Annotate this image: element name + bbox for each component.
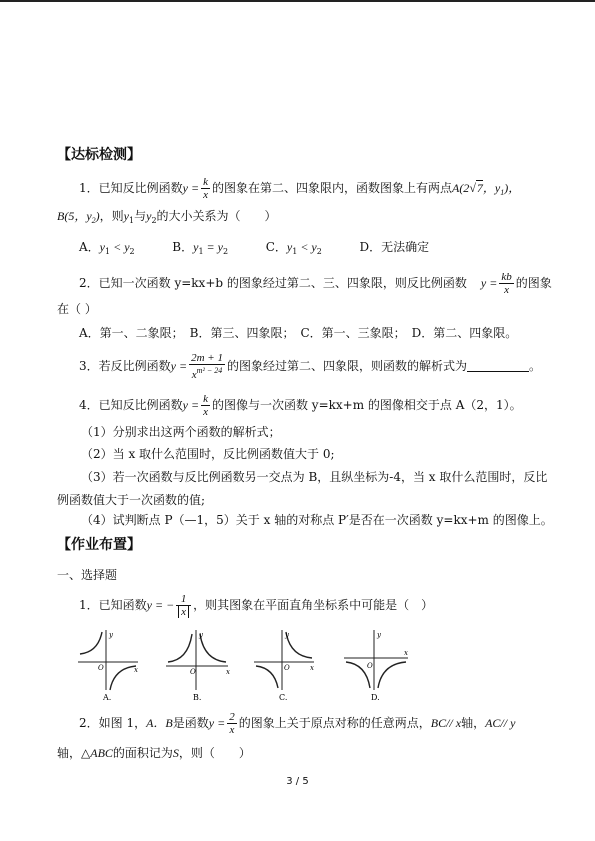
- graph-option-a[interactable]: [76, 628, 146, 702]
- q1-line2-mid: ，则: [99, 209, 124, 223]
- question-2-line-1: [79, 271, 552, 296]
- q1-and: 与: [134, 209, 147, 223]
- q1-fraction: [201, 176, 210, 201]
- q1-pre: 1．已知反比例函数: [79, 181, 183, 195]
- graph-b-plot: [164, 628, 234, 702]
- q1-option-a-sub1: 1: [105, 247, 111, 256]
- q1-point-b-sub: 2: [91, 216, 96, 225]
- q1-point-a-radicand: 7: [476, 181, 483, 195]
- graph-c-plot: [252, 628, 322, 702]
- q1-option-c-letter: C．: [265, 240, 287, 254]
- q3-frac-den-exp: m² − 24: [196, 366, 223, 375]
- q3-frac-den: [189, 365, 225, 381]
- question-1-line-1: [79, 176, 520, 201]
- q1-point-a-close: )，: [504, 181, 521, 195]
- q1-option-b-sub2: 2: [222, 247, 229, 256]
- q1-frac-num: k: [203, 176, 208, 188]
- graph-option-d[interactable]: [342, 628, 412, 702]
- graph-options: [76, 628, 421, 702]
- q1-option-c: [266, 240, 322, 254]
- q3-pre: 3．若反比例函数: [79, 359, 171, 373]
- q1-option-b-rel: = y: [203, 240, 223, 254]
- question-4: [79, 393, 522, 418]
- hw2-fraction: [227, 711, 237, 736]
- question-4-sub-1: （1）分别求出这两个函数的解析式；: [81, 425, 281, 439]
- hw2-mid: 是函数: [172, 716, 209, 730]
- graph-a-x-label: x: [134, 666, 138, 674]
- q1-option-a-y: y: [99, 240, 105, 254]
- q2-line1-b: 的图象: [515, 276, 552, 290]
- hw1-func-lhs: y = −: [146, 598, 175, 612]
- graph-a-label: A.: [103, 693, 112, 702]
- homework-question-2-line-2: [57, 745, 251, 761]
- hw2-axis-word: 轴，: [461, 716, 486, 730]
- graph-c-origin: O: [284, 664, 290, 672]
- q2-frac-num: kb: [501, 271, 512, 283]
- q1-frac-den: x: [203, 189, 208, 201]
- hw2-bc: BC// x: [430, 716, 462, 730]
- question-2-line-2: 在（ ）: [57, 302, 97, 316]
- part-1-title: 一、选择题: [57, 568, 118, 582]
- q2-frac-den: x: [504, 284, 509, 296]
- q2-func-lhs: y =: [480, 276, 498, 290]
- hw2-line2-c: ，则（ ）: [178, 746, 251, 760]
- q1-point-a-post: ，y: [482, 181, 501, 195]
- q2-fraction: [499, 271, 513, 296]
- hw2-frac-den: x: [229, 724, 235, 736]
- q1-point-b-close: ): [95, 209, 100, 223]
- hw1-post: ，则其图象在平面直角坐标系中可能是（ ）: [193, 598, 434, 612]
- q3-frac-den-base: x: [191, 369, 197, 381]
- graph-b-x-label: x: [226, 668, 230, 676]
- top-rule: [0, 0, 595, 2]
- hw2-line2-b: 的面积记为: [112, 746, 173, 760]
- q1-option-c-y: y: [286, 240, 293, 254]
- graph-d-x-label: x: [404, 649, 408, 657]
- section-title-homework: 【作业布置】: [57, 537, 141, 553]
- q1-option-b-letter: B．: [172, 240, 194, 254]
- hw2-ac: AC// y: [485, 716, 516, 730]
- hw2-pre: 2．如图 1，: [79, 716, 147, 730]
- question-4-sub-3a: （3）若一次函数与反比例函数另一交点为 B，且纵坐标为-4，当 x 取什么范围时，反比: [81, 470, 548, 484]
- q1-option-c-sub1: 1: [292, 247, 298, 256]
- q1-line2-end: 的大小关系为（ ）: [156, 209, 277, 223]
- graph-a-origin: O: [98, 664, 104, 672]
- q4-pre: 4．已知反比例函数: [79, 398, 183, 412]
- question-4-sub-3b: 例函数值大于一次函数的值;: [57, 493, 206, 507]
- hw1-pre: 1．已知函数: [79, 598, 147, 612]
- q4-post: 的图像与一次函数 y=kx+m 的图像相交于点 A（2，1）。: [211, 398, 522, 412]
- q1-option-b: [172, 240, 228, 254]
- page-number: 3 / 5: [286, 776, 309, 787]
- q4-frac-num: k: [203, 393, 208, 405]
- graph-d-label: D.: [371, 693, 380, 702]
- question-3: [79, 352, 541, 381]
- q2-line1-a: 2．已知一次函数 y=kx+b 的图象经过第二、三、四象限，则反比例函数: [79, 276, 467, 290]
- hw1-frac-num: 1: [176, 593, 191, 606]
- q1-point-a-pre: A(2: [451, 181, 470, 195]
- q4-frac-den: x: [203, 406, 208, 418]
- graph-a-plot: [76, 628, 146, 702]
- graph-option-b[interactable]: [164, 628, 234, 702]
- q4-func-lhs: y =: [182, 398, 200, 412]
- graph-c-x-label: x: [310, 664, 314, 672]
- hw1-frac-den-abs: x: [178, 606, 189, 618]
- q1-y1: y: [123, 209, 129, 223]
- question-1-options: [79, 239, 429, 260]
- hw2-post: 的图象上关于原点对称的任意两点，: [238, 716, 431, 730]
- q1-mid: 的图象在第二、四象限内，函数图象上有两点: [211, 181, 452, 195]
- q1-point-a: A(2√7，$y_1$)，: [451, 181, 521, 197]
- q1-option-c-sub2: 2: [316, 247, 322, 256]
- section-title-check: 【达标检测】: [57, 147, 141, 163]
- q3-end: 。: [528, 359, 541, 373]
- homework-question-1: [79, 593, 433, 618]
- hw2-abc: ABC: [90, 746, 113, 760]
- q1-option-a: [79, 240, 135, 254]
- question-4-sub-4: （4）试判断点 P（—1，5）关于 x 轴的对称点 P′是否在一次函数 y=kx+m 的图像上。: [81, 513, 553, 527]
- q1-point-b: [57, 209, 100, 223]
- hw2-line2-a: 轴，△: [57, 746, 91, 760]
- q1-func-lhs: y =: [182, 181, 200, 195]
- hw1-frac-den: [176, 606, 191, 618]
- q1-y2-sub: 2: [151, 216, 157, 225]
- q1-option-d: D．无法确定: [359, 240, 430, 254]
- q3-frac-num: 2m + 1: [191, 352, 223, 364]
- q1-option-b-sub1: 1: [198, 247, 204, 256]
- graph-a-y-label: y: [109, 631, 113, 639]
- hw1-fraction: [176, 593, 191, 618]
- q1-point-b-text: B(5，y: [57, 209, 92, 223]
- graph-b-origin: O: [190, 668, 196, 676]
- q1-y1-sub: 1: [129, 216, 135, 225]
- graph-c-label: C.: [279, 693, 288, 702]
- hw2-s: S: [172, 746, 179, 760]
- question-4-sub-2: （2）当 x 取什么范围时，反比例函数值大于 0;: [81, 447, 335, 461]
- q3-func-lhs: y =: [170, 359, 188, 373]
- q1-option-a-letter: A．: [79, 240, 100, 254]
- question-2-options: A．第一、二象限； B．第三、四象限； C．第一、三象限； D．第二、四象限。: [79, 326, 518, 340]
- graph-option-c[interactable]: [252, 628, 322, 702]
- graph-d-plot: [342, 628, 412, 702]
- q1-point-a-sub: 1: [500, 188, 505, 197]
- q1-option-a-rel: < y: [110, 240, 130, 254]
- q3-fraction: [189, 352, 225, 381]
- hw2-ab: A．B: [146, 716, 173, 730]
- graph-c-y-label: y: [285, 631, 289, 639]
- homework-question-2-line-1: [79, 711, 515, 736]
- question-1-line-2: [57, 208, 277, 229]
- q1-y2: y: [146, 209, 152, 223]
- graph-d-origin: O: [367, 662, 373, 670]
- q4-fraction: [201, 393, 210, 418]
- graph-b-y-label: y: [199, 631, 203, 639]
- hw2-frac-num: 2: [229, 711, 235, 723]
- q3-post: 的图象经过第二、四象限，则函数的解析式为: [226, 359, 467, 373]
- graph-d-y-label: y: [377, 631, 381, 639]
- hw2-func-lhs: y =: [208, 716, 226, 730]
- graph-b-label: B.: [193, 693, 202, 702]
- q1-option-c-rel: < y: [297, 240, 317, 254]
- q3-answer-blank[interactable]: [467, 359, 529, 372]
- q1-option-a-sub2: 2: [129, 247, 135, 256]
- q1-option-b-y: y: [193, 240, 199, 254]
